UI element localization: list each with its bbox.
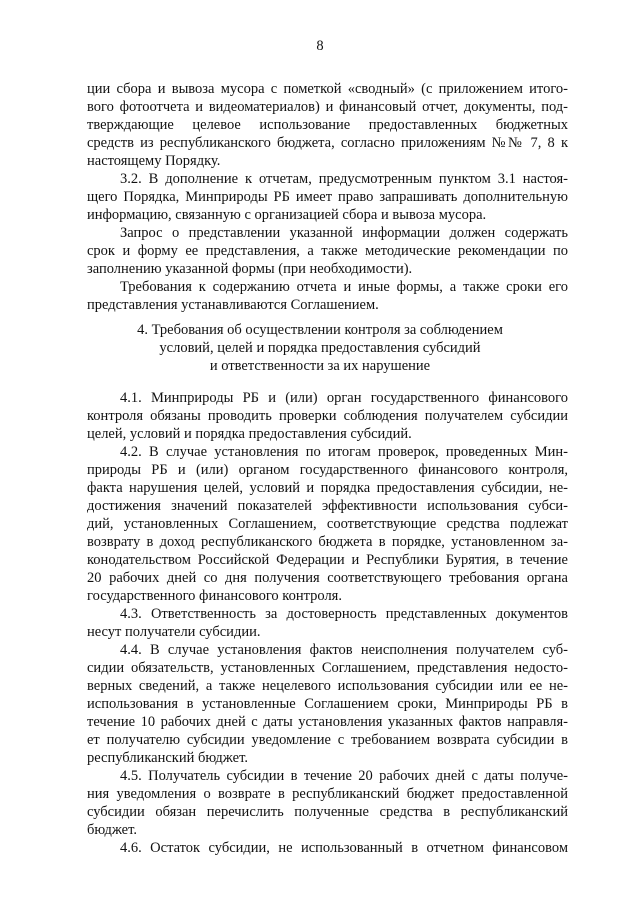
text-line: срок и форму ее представления, а также методические рекомендации по: [87, 243, 568, 259]
text-line: дий, установленных Соглашением, соответствующие средства подлежат: [87, 516, 568, 532]
text-line: 4.2. В случае установления по итогам проверок, проведенных Мин-: [120, 444, 568, 460]
text-line: ции сбора и вывоза мусора с пометкой «сводный» (с приложением итого-: [87, 81, 568, 97]
text-line: конодательством Российской Федерации и Республики Бурятия, в течение: [87, 552, 568, 568]
text-line: вого фотоотчета и видеоматериалов) и финансовый отчет, документы, под-: [87, 99, 568, 115]
text-line: щего Порядка, Минприроды РБ имеет право запрашивать дополнительную: [87, 189, 568, 205]
text-line: 4.4. В случае установления фактов неисполнения получателем суб-: [120, 642, 568, 658]
text-line: 4.1. Минприроды РБ и (или) орган государственного финансового: [120, 390, 568, 406]
text-line: ет получателю субсидии уведомление с требованием возврата субсидии в: [87, 732, 568, 748]
page-number: 8: [316, 38, 324, 54]
text-line: Запрос о представлении указанной информации должен содержать: [120, 225, 568, 241]
text-line: заполнению указанной формы (при необходимости).: [87, 261, 413, 277]
text-line: использования в установленные Соглашением сроки, Минприроды РБ в: [87, 696, 568, 712]
text-line: возврату в доход республиканского бюджета в порядке, установленном за-: [87, 534, 568, 550]
text-line: субсидии обязан перечислить полученные средства в республиканский: [87, 804, 568, 820]
text-line: контроля обязаны проводить проверки соблюдения получателем субсидии: [87, 408, 568, 424]
text-line: 4.5. Получатель субсидии в течение 20 рабочих дней с даты получе-: [120, 768, 568, 784]
heading-line: 4. Требования об осуществлении контроля за соблюдением: [137, 322, 503, 338]
text-line: целей, условий и порядка предоставления субсидий.: [87, 426, 412, 442]
text-line: 4.6. Остаток субсидии, не использованный в отчетном финансовом: [120, 840, 568, 856]
text-line: настоящему Порядку.: [87, 153, 221, 169]
text-line: Требования к содержанию отчета и иные формы, а также сроки его: [120, 279, 568, 295]
text-line: 3.2. В дополнение к отчетам, предусмотренным пунктом 3.1 настоя-: [120, 171, 568, 187]
text-line: тверждающие целевое использование предоставленных бюджетных: [87, 117, 568, 133]
text-line: 4.3. Ответственность за достоверность представленных документов: [120, 606, 568, 622]
text-line: бюджет.: [87, 822, 137, 838]
text-line: государственного финансового контроля.: [87, 588, 342, 604]
text-line: представления устанавливаются Соглашением.: [87, 297, 379, 313]
text-line: 20 рабочих дней со дня получения соответствующего требования органа: [87, 570, 568, 586]
text-line: республиканский бюджет.: [87, 750, 248, 766]
heading-line: условий, целей и порядка предоставления субсидий: [159, 340, 481, 356]
text-line: сидии обязательств, установленных Соглашением, представления недосто-: [87, 660, 568, 676]
text-line: факта нарушения целей, условий и порядка предоставления субсидии, не-: [87, 480, 568, 496]
heading-line: и ответственности за их нарушение: [209, 358, 431, 374]
text-line: верных сведений, а также нецелевого использования субсидии или ее не-: [87, 678, 568, 694]
text-line: информацию, связанную с организацией сбора и вывоза мусора.: [87, 207, 487, 223]
text-line: несут получатели субсидии.: [87, 624, 261, 640]
text-line: средств из республиканского бюджета, согласно приложениям №№ 7, 8 к: [87, 135, 568, 151]
text-line: течение 10 рабочих дней с даты установления указанных фактов направля-: [87, 714, 568, 730]
text-line: природы РБ и (или) органом государственного финансового контроля,: [87, 462, 568, 478]
text-line: ния уведомления о возврате в республиканский бюджет предоставленной: [87, 786, 568, 802]
text-line: достижения значений показателей эффективности использования субси-: [87, 498, 568, 514]
